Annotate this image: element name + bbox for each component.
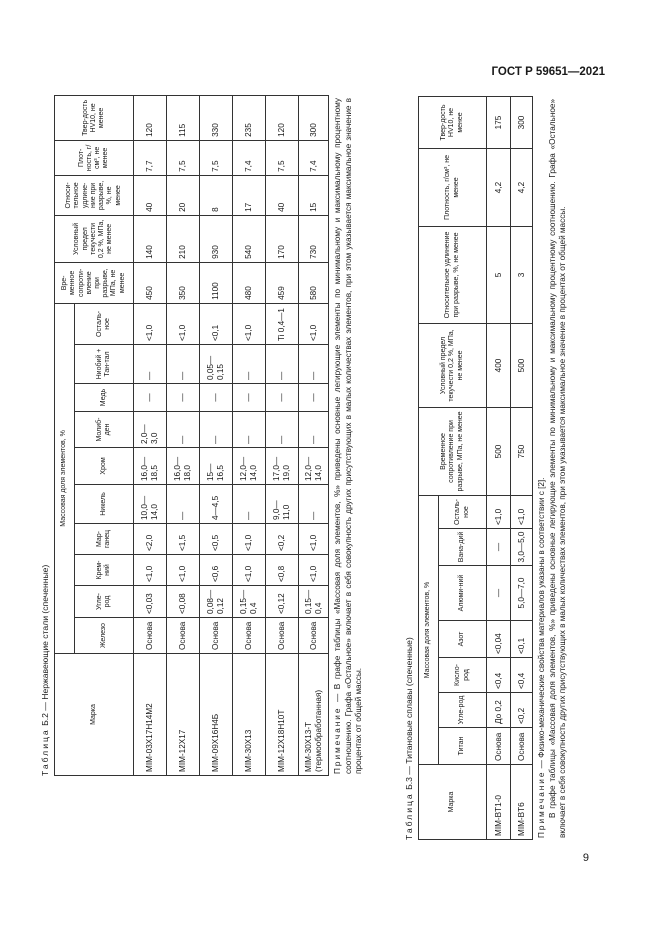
table-b2-note: Примечание — В графе таблицы «Массовая доля элементов, %» приведены основные легирующие элементы по минимальному и максимальному процентному соотношению. Графа «Остальное» включает в себя совокупность других присутствующих в малых количествах элементов, при этом указывается максимальное значение в процентах от общей массы.: [333, 98, 363, 774]
cell-manganese: <1,0: [299, 524, 329, 555]
table-b2: [54, 95, 329, 776]
cell-molybdenum: —: [233, 412, 266, 448]
cell-elongation: 20: [167, 175, 200, 215]
cell-density: 4,2: [511, 148, 533, 226]
cell-density: 7,4: [233, 140, 266, 175]
cell-other: <1,0: [167, 303, 200, 344]
header-hardness: Твер-дость HV10, не менее: [55, 95, 134, 140]
header-molybdenum: Молиб-ден: [75, 412, 134, 448]
cell-density: 7,5: [200, 140, 233, 175]
cell-molybdenum: —: [167, 412, 200, 448]
b3-header-titanium: Титан: [439, 728, 487, 765]
cell-other: <1,0: [233, 303, 266, 344]
cell-tensile: 580: [299, 262, 329, 303]
cell-titanium: Основа: [511, 728, 533, 765]
b3-header-nitrogen: Азот: [439, 621, 487, 658]
cell-niobium: —: [167, 345, 200, 384]
cell-yield: 400: [487, 323, 511, 407]
cell-other: <1,0: [487, 495, 511, 528]
table-row: [167, 95, 200, 775]
cell-mark: MIM-BT1-0: [487, 765, 511, 840]
cell-other: <1,0: [299, 303, 329, 344]
cell-aluminium: —: [487, 566, 511, 621]
cell-elongation: 5: [487, 226, 511, 323]
b3-header-other: Осталь-ное: [439, 495, 487, 528]
header-other: Осталь-ное: [75, 303, 134, 344]
cell-mark: MIM-03X17H14M2: [134, 654, 167, 776]
cell-nitrogen: <0,1: [511, 621, 533, 658]
table-row: [511, 96, 533, 839]
cell-mark: MIM-30X13: [233, 654, 266, 776]
cell-nickel: 9,0— 11,0: [266, 485, 299, 524]
cell-manganese: <0,5: [200, 524, 233, 555]
cell-chromium: 16,0— 18,0: [167, 448, 200, 485]
cell-hardness: 330: [200, 95, 233, 140]
cell-nickel: —: [299, 485, 329, 524]
cell-manganese: <0,2: [266, 524, 299, 555]
table-row: [299, 95, 329, 775]
cell-manganese: <1,5: [167, 524, 200, 555]
cell-copper: —: [134, 384, 167, 412]
b3-header-yield: Условный предел текучести 0,2 %, МПа, не менее: [419, 323, 487, 407]
b3-header-elongation: Относительное удлинение при разрыве, %, не менее: [419, 226, 487, 323]
cell-mark: MIM-BT6: [511, 765, 533, 840]
cell-iron: Основа: [167, 618, 200, 654]
cell-chromium: 16,0— 18,5: [134, 448, 167, 485]
cell-nitrogen: <0,04: [487, 621, 511, 658]
cell-carbon: До 0,2: [487, 693, 511, 728]
header-carbon: Угле-род: [75, 586, 134, 618]
cell-hardness: 300: [299, 95, 329, 140]
cell-molybdenum: —: [266, 412, 299, 448]
b3-header-carbon: Угле-род: [439, 693, 487, 728]
cell-silicon: <0,6: [200, 555, 233, 586]
cell-other: <1,0: [511, 495, 533, 528]
cell-copper: —: [200, 384, 233, 412]
cell-carbon: <0,2: [511, 693, 533, 728]
cell-nickel: —: [233, 485, 266, 524]
cell-copper: —: [266, 384, 299, 412]
cell-molybdenum: 2,0— 3,0: [134, 412, 167, 448]
cell-mark: MIM-30X13-T (термообработанная): [299, 654, 329, 776]
cell-carbon: 0,08— 0,12: [200, 586, 233, 618]
table-row: [200, 95, 233, 775]
cell-oxygen: <0,4: [487, 658, 511, 693]
header-mark: Марка: [55, 654, 134, 776]
page-number: 9: [582, 852, 589, 864]
b3-header-mass-fraction: Массовая доля элементов, %: [419, 495, 439, 764]
cell-copper: —: [233, 384, 266, 412]
cell-mark: MIM-12X18H10T: [266, 654, 299, 776]
cell-yield: 210: [167, 215, 200, 262]
cell-hardness: 120: [134, 95, 167, 140]
cell-density: 4,2: [487, 148, 511, 226]
header-copper: Медь: [75, 384, 134, 412]
cell-chromium: 12,0— 14,0: [299, 448, 329, 485]
cell-chromium: 17,0— 19,0: [266, 448, 299, 485]
cell-yield: 730: [299, 215, 329, 262]
cell-niobium: —: [233, 345, 266, 384]
cell-niobium: —: [299, 345, 329, 384]
cell-silicon: <0,8: [266, 555, 299, 586]
cell-other: <0,1: [200, 303, 233, 344]
header-niobium: Ниобий + Тан-тал: [75, 345, 134, 384]
cell-vanadium: —: [487, 529, 511, 566]
header-mass-fraction: Массовая доля элементов, %: [55, 303, 75, 653]
cell-oxygen: <0,4: [511, 658, 533, 693]
cell-tensile: 480: [233, 262, 266, 303]
header-elongation: Относи-тельное удлине-ние при разрыве, %, не менее: [55, 175, 134, 215]
cell-density: 7,5: [167, 140, 200, 175]
cell-nickel: 4—4,5: [200, 485, 233, 524]
cell-hardness: 235: [233, 95, 266, 140]
cell-elongation: 8: [200, 175, 233, 215]
b3-header-density: Плотность, г/см³, не менее: [419, 148, 487, 226]
cell-titanium: Основа: [487, 728, 511, 765]
cell-iron: Основа: [266, 618, 299, 654]
cell-tensile: 450: [134, 262, 167, 303]
cell-molybdenum: —: [299, 412, 329, 448]
cell-tensile: 750: [511, 407, 533, 495]
cell-yield: 540: [233, 215, 266, 262]
cell-elongation: 15: [299, 175, 329, 215]
cell-elongation: 3: [511, 226, 533, 323]
cell-other: Ti 0,4—1: [266, 303, 299, 344]
cell-tensile: 459: [266, 262, 299, 303]
header-density: Плот-ность, г/см³, не менее: [55, 140, 134, 175]
b3-header-aluminium: Алюми-ний: [439, 566, 487, 621]
cell-copper: —: [299, 384, 329, 412]
table-b3-block: [404, 97, 606, 840]
cell-mark: MIM-12X17: [167, 654, 200, 776]
cell-elongation: 17: [233, 175, 266, 215]
b3-header-oxygen: Кисло-род: [439, 658, 487, 693]
header-silicon: Крем-ний: [75, 555, 134, 586]
cell-aluminium: 5,0—7,0: [511, 566, 533, 621]
b3-header-vanadium: Вана-дий: [439, 529, 487, 566]
cell-tensile: 350: [167, 262, 200, 303]
b3-header-mark: Марка: [419, 765, 487, 840]
cell-manganese: <2,0: [134, 524, 167, 555]
table-row: [266, 95, 299, 775]
cell-chromium: 15— 16,5: [200, 448, 233, 485]
document-code: ГОСТ Р 59651—2021: [491, 66, 605, 78]
cell-silicon: <1,0: [299, 555, 329, 586]
cell-density: 7,4: [299, 140, 329, 175]
cell-yield: 930: [200, 215, 233, 262]
cell-molybdenum: —: [200, 412, 233, 448]
table-b3-caption: Таблица Б.3 — Титановые сплавы (спеченные): [404, 637, 414, 840]
cell-carbon: <0,03: [134, 586, 167, 618]
cell-yield: 170: [266, 215, 299, 262]
cell-carbon: 0,15— 0,4: [299, 586, 329, 618]
header-nickel: Никель: [75, 485, 134, 524]
header-iron: Железо: [75, 618, 134, 654]
cell-silicon: <1,0: [233, 555, 266, 586]
cell-silicon: <1,0: [134, 555, 167, 586]
table-b3-note: Примечание — Физико-механические свойства материалов указаны в соответствии с [2]. В графе таблицы «Массовая доля элементов, %» приведены основные легирующие элементы по минимальному и максимальному процентному соотношению. Графа «Остальное» включает в себя совокупность других присутствующих в малых количествах элементов, при этом указывается максимальное значение в процентах от общей массы.: [537, 99, 567, 838]
cell-yield: 500: [511, 323, 533, 407]
cell-chromium: 12,0— 14,0: [233, 448, 266, 485]
cell-density: 7,5: [266, 140, 299, 175]
cell-carbon: <0,12: [266, 586, 299, 618]
cell-vanadium: 3,0—5,0: [511, 529, 533, 566]
b3-header-tensile: Временное сопротивление при разрыве, МПа, не менее: [419, 407, 487, 495]
cell-niobium: 0,05— 0,15: [200, 345, 233, 384]
cell-iron: Основа: [200, 618, 233, 654]
cell-silicon: <1,0: [167, 555, 200, 586]
table-b3: [418, 96, 533, 840]
header-manganese: Мар-ганец: [75, 524, 134, 555]
header-yield: Условный предел текучести 0,2 %, МПа, не менее: [55, 215, 134, 262]
cell-density: 7,7: [134, 140, 167, 175]
header-chromium: Хром: [75, 448, 134, 485]
table-row: [134, 95, 167, 775]
cell-nickel: 10,0— 14,0: [134, 485, 167, 524]
table-b2-block: [40, 96, 390, 776]
cell-hardness: 300: [511, 96, 533, 148]
cell-copper: —: [167, 384, 200, 412]
table-row: [487, 96, 511, 839]
cell-iron: Основа: [233, 618, 266, 654]
cell-niobium: —: [266, 345, 299, 384]
cell-elongation: 40: [266, 175, 299, 215]
cell-mark: MIM-09X16H4Б: [200, 654, 233, 776]
cell-niobium: —: [134, 345, 167, 384]
table-row: [233, 95, 266, 775]
cell-hardness: 120: [266, 95, 299, 140]
header-tensile: Вре-менное сопроти-вление при разрыве, МПа, не менее: [55, 262, 134, 303]
b3-header-hardness: Твер-дость HV10, не менее: [419, 96, 487, 148]
cell-yield: 140: [134, 215, 167, 262]
cell-hardness: 175: [487, 96, 511, 148]
cell-carbon: 0,15— 0,4: [233, 586, 266, 618]
cell-manganese: <1,0: [233, 524, 266, 555]
cell-carbon: <0,08: [167, 586, 200, 618]
table-b2-caption: Таблица Б.2 — Нержавеющие стали (спеченные): [40, 564, 50, 776]
cell-iron: Основа: [134, 618, 167, 654]
cell-elongation: 40: [134, 175, 167, 215]
cell-tensile: 500: [487, 407, 511, 495]
cell-tensile: 1100: [200, 262, 233, 303]
cell-other: <1,0: [134, 303, 167, 344]
cell-hardness: 115: [167, 95, 200, 140]
cell-nickel: —: [167, 485, 200, 524]
cell-iron: Основа: [299, 618, 329, 654]
